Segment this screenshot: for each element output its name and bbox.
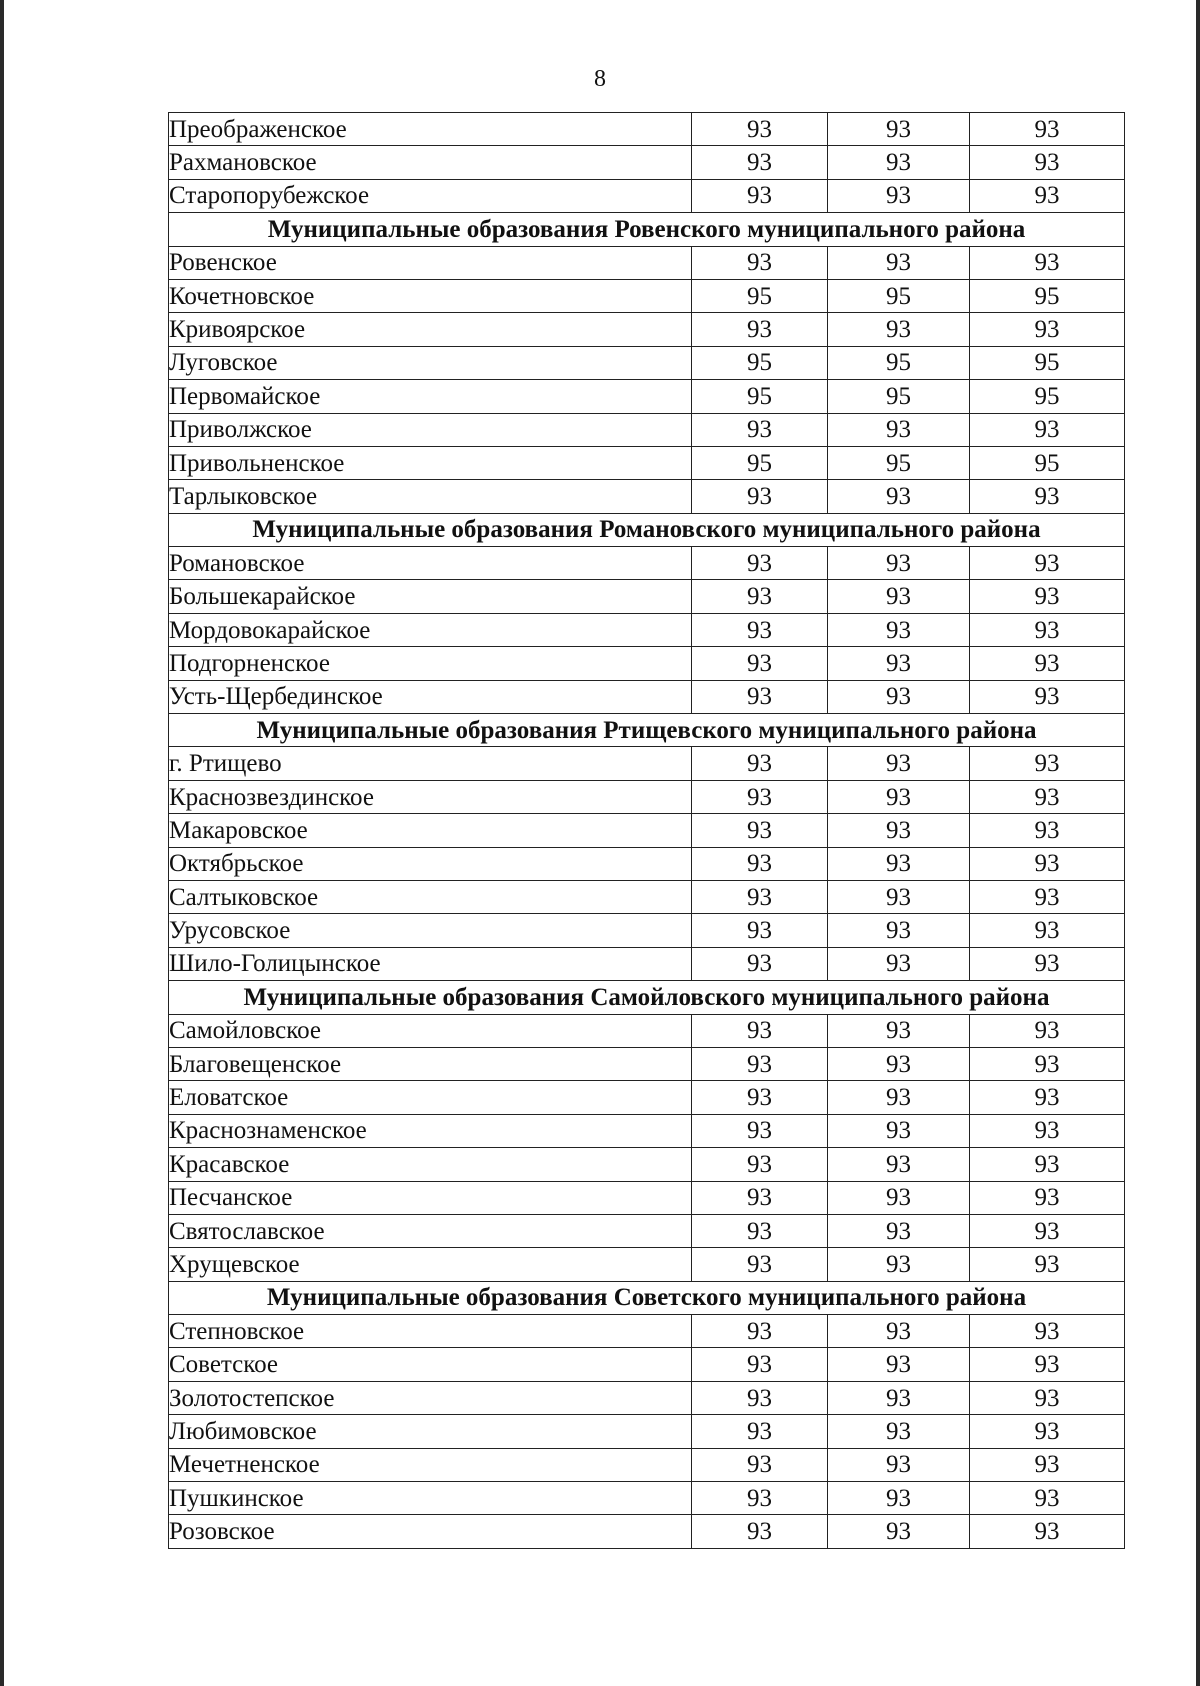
- municipality-name-cell: Советское: [169, 1348, 692, 1381]
- value-cell-1: 93: [692, 113, 828, 146]
- value-cell-1: 93: [692, 1482, 828, 1515]
- value-cell-3: 93: [970, 480, 1125, 513]
- value-cell-1: 93: [692, 1348, 828, 1381]
- table-row: [169, 1181, 1125, 1214]
- value-cell-2: 93: [828, 413, 970, 446]
- value-cell-1: 93: [692, 613, 828, 646]
- table-row: [169, 780, 1125, 813]
- value-cell-2: 93: [828, 880, 970, 913]
- value-cell-3: 93: [970, 647, 1125, 680]
- table-row: [169, 313, 1125, 346]
- value-cell-3: 93: [970, 179, 1125, 212]
- value-cell-2: 93: [828, 947, 970, 980]
- municipality-name-cell: Первомайское: [169, 380, 692, 413]
- municipality-name-cell: Урусовское: [169, 914, 692, 947]
- municipality-name-cell: Еловатское: [169, 1081, 692, 1114]
- table-row: [169, 1047, 1125, 1080]
- page-number: 8: [594, 66, 606, 92]
- municipality-name-cell: Большекарайское: [169, 580, 692, 613]
- value-cell-2: 93: [828, 1448, 970, 1481]
- table-row: [169, 179, 1125, 212]
- table-row: [169, 580, 1125, 613]
- table-row: [169, 380, 1125, 413]
- value-cell-3: 95: [970, 446, 1125, 479]
- value-cell-3: 93: [970, 880, 1125, 913]
- value-cell-3: 93: [970, 146, 1125, 179]
- value-cell-3: 93: [970, 113, 1125, 146]
- table-row: [169, 1114, 1125, 1147]
- value-cell-3: 93: [970, 1148, 1125, 1181]
- table-body: [169, 113, 1125, 1549]
- scan-edge-left: [0, 0, 4, 1686]
- value-cell-2: 93: [828, 1415, 970, 1448]
- value-cell-1: 93: [692, 780, 828, 813]
- section-header-row: [169, 714, 1125, 747]
- table-row: [169, 246, 1125, 279]
- table-row: [169, 547, 1125, 580]
- value-cell-2: 93: [828, 1248, 970, 1281]
- municipality-name-cell: Мечетненское: [169, 1448, 692, 1481]
- value-cell-1: 93: [692, 547, 828, 580]
- value-cell-2: 95: [828, 279, 970, 312]
- municipality-name-cell: Любимовское: [169, 1415, 692, 1448]
- table-row: [169, 1214, 1125, 1247]
- value-cell-1: 93: [692, 1381, 828, 1414]
- value-cell-1: 95: [692, 446, 828, 479]
- value-cell-2: 93: [828, 246, 970, 279]
- value-cell-1: 93: [692, 1315, 828, 1348]
- value-cell-1: 93: [692, 1248, 828, 1281]
- municipality-name-cell: г. Ртищево: [169, 747, 692, 780]
- scan-edge-right: [1196, 0, 1200, 1686]
- municipality-name-cell: Октябрьское: [169, 847, 692, 880]
- municipality-name-cell: Рахмановское: [169, 146, 692, 179]
- value-cell-3: 93: [970, 947, 1125, 980]
- value-cell-1: 93: [692, 313, 828, 346]
- municipal-table-container: [168, 112, 1124, 1549]
- value-cell-1: 93: [692, 1047, 828, 1080]
- table-row: [169, 413, 1125, 446]
- municipality-name-cell: Пушкинское: [169, 1482, 692, 1515]
- value-cell-1: 93: [692, 1515, 828, 1548]
- value-cell-1: 93: [692, 680, 828, 713]
- value-cell-2: 93: [828, 113, 970, 146]
- table-row: [169, 1315, 1125, 1348]
- value-cell-3: 93: [970, 847, 1125, 880]
- value-cell-1: 93: [692, 179, 828, 212]
- municipality-name-cell: Луговское: [169, 346, 692, 379]
- value-cell-3: 93: [970, 814, 1125, 847]
- table-row: [169, 279, 1125, 312]
- value-cell-3: 93: [970, 1214, 1125, 1247]
- municipality-name-cell: Подгорненское: [169, 647, 692, 680]
- value-cell-2: 93: [828, 547, 970, 580]
- section-header-row: [169, 981, 1125, 1014]
- municipality-name-cell: Приволжское: [169, 413, 692, 446]
- section-title: Муниципальные образования Самойловского муниципального района: [169, 981, 1125, 1014]
- municipality-name-cell: Макаровское: [169, 814, 692, 847]
- table-row: [169, 346, 1125, 379]
- municipality-name-cell: Степновское: [169, 1315, 692, 1348]
- value-cell-3: 93: [970, 580, 1125, 613]
- value-cell-2: 93: [828, 847, 970, 880]
- table-row: [169, 1415, 1125, 1448]
- value-cell-1: 93: [692, 413, 828, 446]
- value-cell-1: 93: [692, 814, 828, 847]
- municipality-name-cell: Самойловское: [169, 1014, 692, 1047]
- value-cell-2: 93: [828, 1348, 970, 1381]
- value-cell-2: 93: [828, 1181, 970, 1214]
- municipality-name-cell: Святославское: [169, 1214, 692, 1247]
- section-header-row: [169, 1281, 1125, 1314]
- table-row: [169, 113, 1125, 146]
- value-cell-3: 93: [970, 747, 1125, 780]
- value-cell-2: 93: [828, 1482, 970, 1515]
- table-row: [169, 1081, 1125, 1114]
- value-cell-2: 95: [828, 346, 970, 379]
- value-cell-2: 93: [828, 1014, 970, 1047]
- value-cell-3: 93: [970, 1114, 1125, 1147]
- value-cell-1: 93: [692, 947, 828, 980]
- value-cell-2: 93: [828, 1148, 970, 1181]
- table-row: [169, 680, 1125, 713]
- value-cell-3: 93: [970, 1381, 1125, 1414]
- section-title: Муниципальные образования Советского муниципального района: [169, 1281, 1125, 1314]
- value-cell-3: 93: [970, 1515, 1125, 1548]
- municipality-name-cell: Тарлыковское: [169, 480, 692, 513]
- value-cell-2: 93: [828, 1315, 970, 1348]
- value-cell-1: 93: [692, 1014, 828, 1047]
- section-header-row: [169, 213, 1125, 246]
- table-row: [169, 613, 1125, 646]
- municipality-name-cell: Ровенское: [169, 246, 692, 279]
- municipality-name-cell: Привольненское: [169, 446, 692, 479]
- value-cell-1: 93: [692, 1415, 828, 1448]
- value-cell-2: 93: [828, 680, 970, 713]
- municipality-name-cell: Старопорубежское: [169, 179, 692, 212]
- value-cell-3: 93: [970, 1081, 1125, 1114]
- value-cell-1: 95: [692, 279, 828, 312]
- municipality-name-cell: Преображенское: [169, 113, 692, 146]
- municipal-table: [168, 112, 1125, 1549]
- value-cell-3: 93: [970, 313, 1125, 346]
- value-cell-1: 93: [692, 914, 828, 947]
- municipality-name-cell: Благовещенское: [169, 1047, 692, 1080]
- value-cell-2: 93: [828, 814, 970, 847]
- table-row: [169, 847, 1125, 880]
- value-cell-3: 93: [970, 246, 1125, 279]
- value-cell-1: 93: [692, 747, 828, 780]
- value-cell-3: 93: [970, 1181, 1125, 1214]
- value-cell-1: 93: [692, 1448, 828, 1481]
- value-cell-2: 93: [828, 647, 970, 680]
- value-cell-1: 93: [692, 1114, 828, 1147]
- value-cell-3: 93: [970, 680, 1125, 713]
- value-cell-3: 93: [970, 1047, 1125, 1080]
- value-cell-2: 93: [828, 1081, 970, 1114]
- value-cell-3: 93: [970, 1482, 1125, 1515]
- value-cell-2: 93: [828, 480, 970, 513]
- municipality-name-cell: Хрущевское: [169, 1248, 692, 1281]
- value-cell-1: 93: [692, 580, 828, 613]
- municipality-name-cell: Кочетновское: [169, 279, 692, 312]
- value-cell-1: 93: [692, 146, 828, 179]
- value-cell-1: 93: [692, 246, 828, 279]
- value-cell-1: 93: [692, 1081, 828, 1114]
- value-cell-2: 93: [828, 1381, 970, 1414]
- table-row: [169, 947, 1125, 980]
- municipality-name-cell: Шило-Голицынское: [169, 947, 692, 980]
- section-title: Муниципальные образования Ртищевского муниципального района: [169, 714, 1125, 747]
- table-row: [169, 446, 1125, 479]
- value-cell-3: 93: [970, 613, 1125, 646]
- value-cell-2: 93: [828, 580, 970, 613]
- municipality-name-cell: Усть-Щербединское: [169, 680, 692, 713]
- table-row: [169, 814, 1125, 847]
- table-row: [169, 747, 1125, 780]
- table-row: [169, 1248, 1125, 1281]
- table-row: [169, 1448, 1125, 1481]
- value-cell-3: 95: [970, 279, 1125, 312]
- value-cell-2: 93: [828, 313, 970, 346]
- value-cell-2: 93: [828, 146, 970, 179]
- value-cell-2: 93: [828, 1114, 970, 1147]
- municipality-name-cell: Красавское: [169, 1148, 692, 1181]
- value-cell-1: 95: [692, 346, 828, 379]
- value-cell-2: 95: [828, 380, 970, 413]
- section-title: Муниципальные образования Романовского муниципального района: [169, 513, 1125, 546]
- value-cell-1: 93: [692, 480, 828, 513]
- municipality-name-cell: Салтыковское: [169, 880, 692, 913]
- table-row: [169, 880, 1125, 913]
- value-cell-3: 93: [970, 1014, 1125, 1047]
- value-cell-3: 93: [970, 1348, 1125, 1381]
- table-row: [169, 914, 1125, 947]
- table-row: [169, 1348, 1125, 1381]
- value-cell-2: 93: [828, 1214, 970, 1247]
- value-cell-1: 93: [692, 880, 828, 913]
- value-cell-2: 93: [828, 914, 970, 947]
- table-row: [169, 1014, 1125, 1047]
- value-cell-3: 93: [970, 780, 1125, 813]
- table-row: [169, 1515, 1125, 1548]
- table-row: [169, 1482, 1125, 1515]
- section-title: Муниципальные образования Ровенского муниципального района: [169, 213, 1125, 246]
- municipality-name-cell: Песчанское: [169, 1181, 692, 1214]
- value-cell-2: 93: [828, 1047, 970, 1080]
- value-cell-2: 93: [828, 747, 970, 780]
- value-cell-1: 95: [692, 380, 828, 413]
- value-cell-2: 93: [828, 613, 970, 646]
- value-cell-1: 93: [692, 1181, 828, 1214]
- value-cell-3: 95: [970, 346, 1125, 379]
- municipality-name-cell: Кривоярское: [169, 313, 692, 346]
- municipality-name-cell: Золотостепское: [169, 1381, 692, 1414]
- value-cell-3: 95: [970, 380, 1125, 413]
- table-row: [169, 1148, 1125, 1181]
- table-row: [169, 480, 1125, 513]
- municipality-name-cell: Краснозвездинское: [169, 780, 692, 813]
- value-cell-2: 95: [828, 446, 970, 479]
- value-cell-3: 93: [970, 914, 1125, 947]
- municipality-name-cell: Мордовокарайское: [169, 613, 692, 646]
- section-header-row: [169, 513, 1125, 546]
- value-cell-2: 93: [828, 1515, 970, 1548]
- value-cell-1: 93: [692, 647, 828, 680]
- table-row: [169, 647, 1125, 680]
- value-cell-1: 93: [692, 1214, 828, 1247]
- municipality-name-cell: Краснознаменское: [169, 1114, 692, 1147]
- value-cell-3: 93: [970, 1248, 1125, 1281]
- value-cell-2: 93: [828, 780, 970, 813]
- municipality-name-cell: Романовское: [169, 547, 692, 580]
- value-cell-1: 93: [692, 847, 828, 880]
- value-cell-1: 93: [692, 1148, 828, 1181]
- value-cell-3: 93: [970, 1448, 1125, 1481]
- value-cell-3: 93: [970, 1315, 1125, 1348]
- value-cell-2: 93: [828, 179, 970, 212]
- municipality-name-cell: Розовское: [169, 1515, 692, 1548]
- value-cell-3: 93: [970, 1415, 1125, 1448]
- value-cell-3: 93: [970, 413, 1125, 446]
- table-row: [169, 146, 1125, 179]
- table-row: [169, 1381, 1125, 1414]
- value-cell-3: 93: [970, 547, 1125, 580]
